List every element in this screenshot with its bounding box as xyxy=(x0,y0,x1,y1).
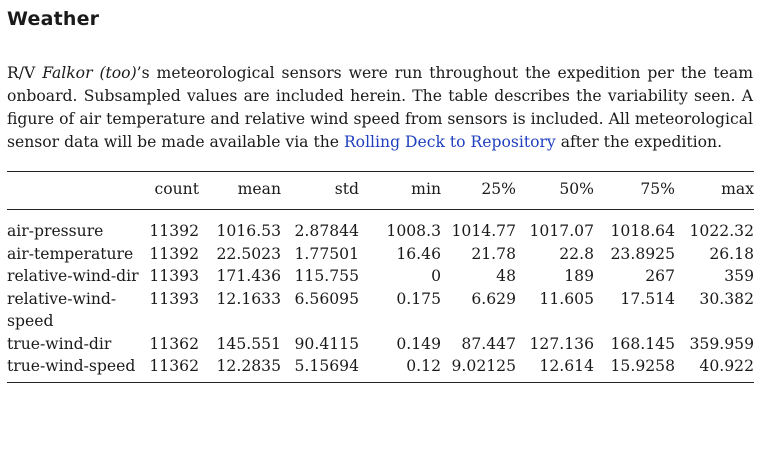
vessel-name: Falkor (too) xyxy=(42,64,137,82)
column-header-50pct: 50% xyxy=(516,172,594,210)
column-header-std: std xyxy=(281,172,359,210)
row-label: true-wind-dir xyxy=(7,334,112,353)
table-row xyxy=(7,333,754,356)
column-header-count: count xyxy=(141,172,199,210)
cell-count: 11393 xyxy=(149,267,199,285)
row-label: relative-wind-speed xyxy=(7,289,117,330)
cell-std: 5.15694 xyxy=(294,357,359,375)
cell-mean: 12.1633 xyxy=(216,289,281,308)
section-title: Weather xyxy=(7,8,100,30)
cell-75pct: 267 xyxy=(645,267,675,285)
table-row xyxy=(7,288,754,333)
paragraph-body: ’s meteorological sensors were run throughout the expedition per the team onboard. Subsampled values are included herein. The table describes the variability seen. A figure of air temperature and relative wind speed from sensors is included. All meteorological sensor data will be made available via the xyxy=(7,64,753,151)
cell-max: 30.382 xyxy=(699,289,754,308)
cell-75pct: 15.9258 xyxy=(610,357,675,375)
cell-max: 26.18 xyxy=(709,244,754,263)
cell-std: 2.87844 xyxy=(294,222,359,240)
cell-50pct: 12.614 xyxy=(539,357,594,375)
cell-std: 90.4115 xyxy=(294,334,359,353)
cell-50pct: 11.605 xyxy=(539,289,594,308)
table-row xyxy=(7,243,754,266)
cell-min: 0.149 xyxy=(396,334,441,353)
weather-stats-table xyxy=(7,171,754,383)
row-label: true-wind-speed xyxy=(7,357,136,375)
header-corner xyxy=(7,172,141,210)
cell-75pct: 23.8925 xyxy=(610,244,675,263)
column-header-min: min xyxy=(359,172,441,210)
row-label: air-pressure xyxy=(7,222,104,240)
column-header-25pct: 25% xyxy=(441,172,516,210)
cell-25pct: 1014.77 xyxy=(451,222,516,240)
table-row xyxy=(7,355,754,382)
cell-std: 115.755 xyxy=(294,267,359,285)
cell-75pct: 17.514 xyxy=(620,289,675,308)
column-header-75pct: 75% xyxy=(594,172,675,210)
header-row xyxy=(7,172,754,210)
cell-mean: 1016.53 xyxy=(216,222,281,240)
cell-mean: 12.2835 xyxy=(216,357,281,375)
cell-75pct: 1018.64 xyxy=(610,222,675,240)
table-body xyxy=(7,210,754,383)
cell-max: 1022.32 xyxy=(689,222,754,240)
cell-25pct: 9.02125 xyxy=(451,357,516,375)
cell-50pct: 189 xyxy=(564,267,594,285)
cell-min: 0 xyxy=(431,267,441,285)
cell-count: 11392 xyxy=(149,244,199,263)
cell-50pct: 127.136 xyxy=(529,334,594,353)
cell-std: 6.56095 xyxy=(294,289,359,308)
row-label: air-temperature xyxy=(7,244,134,263)
column-header-mean: mean xyxy=(199,172,281,210)
cell-50pct: 1017.07 xyxy=(529,222,594,240)
column-header-max: max xyxy=(675,172,754,210)
cell-50pct: 22.8 xyxy=(559,244,594,263)
cell-25pct: 87.447 xyxy=(461,334,516,353)
cell-75pct: 168.145 xyxy=(610,334,675,353)
intro-paragraph xyxy=(7,62,753,154)
cell-min: 1008.3 xyxy=(386,222,441,240)
cell-mean: 22.5023 xyxy=(216,244,281,263)
cell-count: 11362 xyxy=(149,357,199,375)
table-row xyxy=(7,210,754,243)
table-header xyxy=(7,172,754,210)
cell-std: 1.77501 xyxy=(294,244,359,263)
cell-min: 16.46 xyxy=(396,244,441,263)
row-label: relative-wind-dir xyxy=(7,267,139,285)
cell-max: 359 xyxy=(724,267,754,285)
cell-count: 11393 xyxy=(149,289,199,308)
cell-max: 40.922 xyxy=(699,357,754,375)
cell-min: 0.12 xyxy=(406,357,441,375)
paragraph-prefix: R/V xyxy=(7,64,43,82)
paragraph-suffix: after the expedition. xyxy=(555,133,723,151)
cell-25pct: 6.629 xyxy=(471,289,516,308)
cell-max: 359.959 xyxy=(689,334,754,353)
cell-mean: 145.551 xyxy=(216,334,281,353)
rolling-deck-link[interactable]: Rolling Deck to Repository xyxy=(343,133,556,151)
cell-25pct: 48 xyxy=(496,267,516,285)
cell-count: 11392 xyxy=(149,222,199,240)
cell-count: 11362 xyxy=(149,334,199,353)
cell-min: 0.175 xyxy=(396,289,441,308)
cell-25pct: 21.78 xyxy=(471,244,516,263)
table-row xyxy=(7,265,754,288)
cell-mean: 171.436 xyxy=(216,267,281,285)
